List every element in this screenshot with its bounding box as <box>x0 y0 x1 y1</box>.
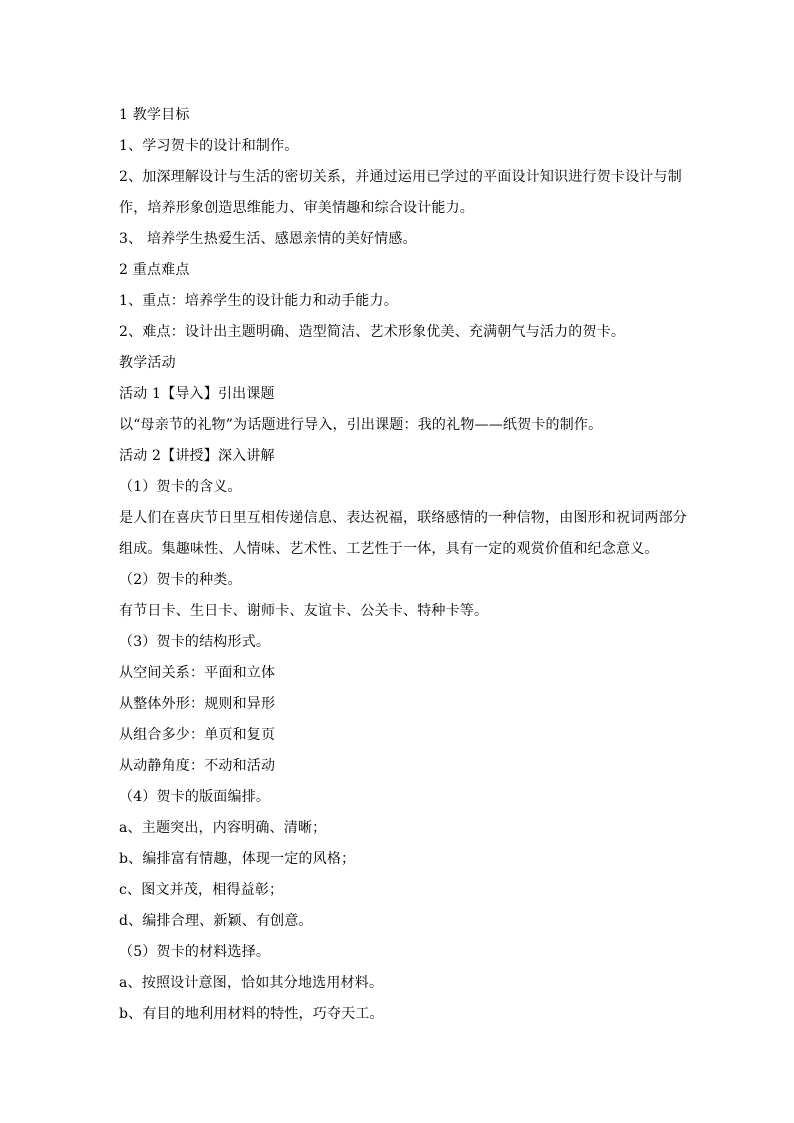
layout-item-d: d、编排合理、新颖、有创意。 <box>119 913 313 929</box>
subheading-materials: （5）贺卡的材料选择。 <box>119 944 271 960</box>
structure-item-combination: 从组合多少：单页和复页 <box>119 727 276 743</box>
meaning-text-line-1: 是人们在喜庆节日里互相传递信息、表达祝福，联络感情的一种信物，由图形和祝词两部分 <box>119 510 687 526</box>
section-heading-objectives: 1 教学目标 <box>119 107 190 123</box>
layout-item-a: a、主题突出，内容明确、清晰； <box>119 820 327 836</box>
difficulty-item: 2、难点：设计出主题明确、造型简洁、艺术形象优美、充满朝气与活力的贺卡。 <box>119 324 626 340</box>
layout-item-c: c、图文并茂，相得益彰； <box>119 882 284 898</box>
activity-1-text: 以“母亲节的礼物”为话题进行导入，引出课题：我的礼物——纸贺卡的制作。 <box>119 417 603 433</box>
subheading-structure: （3）贺卡的结构形式。 <box>119 634 271 650</box>
activity-2-heading: 活动 2【讲授】深入讲解 <box>119 448 275 464</box>
layout-item-b: b、编排富有情趣，体现一定的风格； <box>119 851 356 867</box>
structure-item-shape: 从整体外形：规则和异形 <box>119 696 276 712</box>
subheading-types: （2）贺卡的种类。 <box>119 572 242 588</box>
objective-item-1: 1、学习贺卡的设计和制作。 <box>119 138 299 154</box>
subheading-layout: （4）贺卡的版面编排。 <box>119 789 271 805</box>
section-heading-key-points: 2 重点难点 <box>119 262 190 278</box>
subheading-meaning: （1）贺卡的含义。 <box>119 479 242 495</box>
materials-item-a: a、按照设计意图，恰如其分地选用材料。 <box>119 975 384 991</box>
document-body <box>119 100 699 1030</box>
activity-1-heading: 活动 1【导入】引出课题 <box>119 386 275 402</box>
objective-item-3: 3、 培养学生热爱生活、感恩亲情的美好情感。 <box>119 231 417 247</box>
materials-item-b: b、有目的地利用材料的特性，巧夺天工。 <box>119 1006 384 1022</box>
section-heading-activities: 教学活动 <box>119 355 176 371</box>
meaning-text-line-2: 组成。集趣味性、人情味、艺术性、工艺性于一体，具有一定的观赏价值和纪念意义。 <box>119 541 659 557</box>
objective-item-2-line-2: 作，培养形象创造思维能力、审美情趣和综合设计能力。 <box>119 200 474 216</box>
key-point-item: 1、重点：培养学生的设计能力和动手能力。 <box>119 293 398 309</box>
types-text: 有节日卡、生日卡、谢师卡、友谊卡、公关卡、特种卡等。 <box>119 603 489 619</box>
structure-item-motion: 从动静角度：不动和活动 <box>119 758 276 774</box>
structure-item-space: 从空间关系：平面和立体 <box>119 665 276 681</box>
objective-item-2-line-1: 2、加深理解设计与生活的密切关系，并通过运用已学过的平面设计知识进行贺卡设计与制 <box>119 169 682 185</box>
